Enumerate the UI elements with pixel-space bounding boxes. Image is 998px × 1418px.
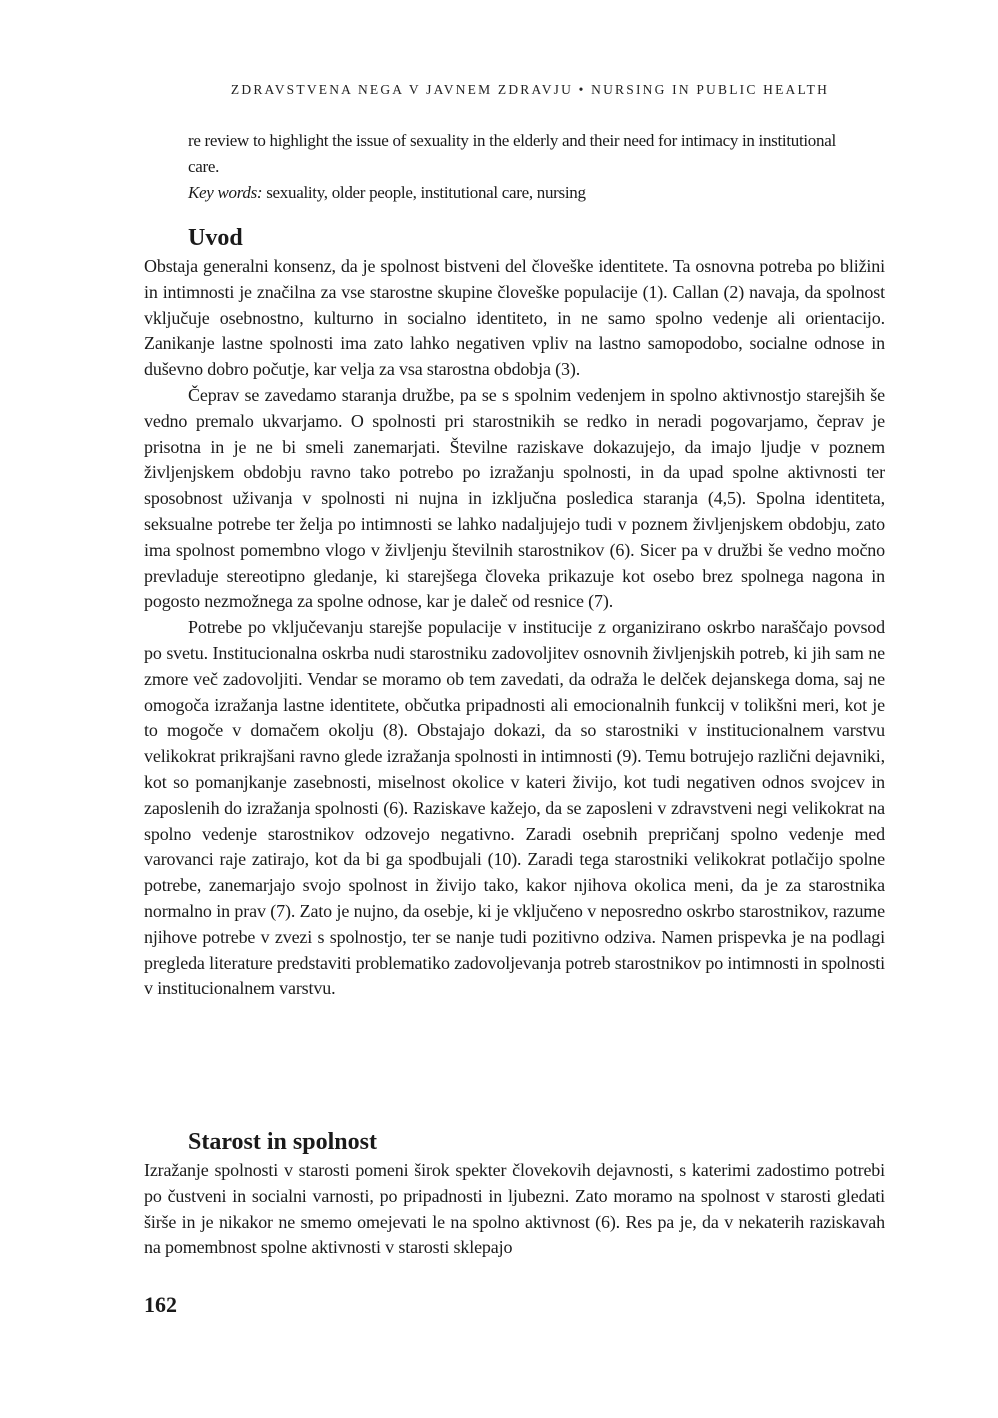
abstract-text: re review to highlight the issue of sexuality in the elderly and their need for intimacy in institutional care.	[188, 131, 836, 176]
keywords-list: sexuality, older people, institutional care, nursing	[262, 183, 586, 202]
running-header: ZDRAVSTVENA NEGA V JAVNEM ZDRAVJU • NURSING IN PUBLIC HEALTH	[230, 82, 830, 97]
abstract-continuation	[188, 128, 848, 206]
paragraph: Čeprav se zavedamo staranja družbe, pa se s spolnim vedenjem in spolno aktivnostjo starejših še vedno premalo ukvarjamo. O spolnosti pri starostnikih se redko in neradi pogovarjamo, čeprav je prisotna in je ne bi smeli zanemarjati. Številne raziskave dokazujejo, da imajo ljudje v poznem življenjskem obdobju ravno tako potrebo po izražanju spolnosti, in da upad spolne aktivnosti ter sposobnost uživanja v spolnosti ni nujna in izključna posledica staranja (4,5). Spolna identiteta, seksualne potrebe ter želja po intimnosti se lahko nadaljujejo tudi v poznem življenjskem obdobju, zato ima spolnost pomembno vlogo v življenju številnih starostnikov (6). Sicer pa v družbi še vedno močno prevladuje stereotipno gledanje, ki starejšega človeka prikazuje kot osebo brez spolnega nagona in pogosto nezmožnega za spolne odnose, kar je daleč od resnice (7).	[144, 384, 885, 612]
section-heading: Uvod	[188, 225, 243, 251]
paragraph: Potrebe po vključevanju starejše populacije v institucije z organizirano oskrbo naraščajo povsod po svetu. Institucionalna oskrba nudi starostniku zadovoljitev osnovnih življenjskih potreb, ki jih sam ne zmore več zadovoljiti. Vendar se moramo ob tem zavedati, da odraža le delček dejanskega doma, saj ne omogoča izražanja lastne identitete, občutka pripadnosti ali emocionalnih funkcij v tolikšni meri, kot je to mogoče v domačem okolju (8). Obstajajo dokazi, da so starostniki v institucionalnem varstvu velikokrat prikrajšani ravno glede izražanja spolnosti in intimnosti (9). Temu botrujejo različni dejavniki, kot so pomanjkanje zasebnosti, miselnost okolice v kateri živijo, kot tudi negativen odnos svojcev in zaposlenih do izražanja spolnosti (6). Raziskave kažejo, da se zaposleni v zdravstveni negi velikokrat na spolno vedenje starostnikov odzovejo negativno. Zaradi osebnih prepričanj spolno vedenje med varovanci raje zatirajo, kot da bi ga spodbujali (10). Zaradi tega starostniki velikokrat potlačijo spolne potrebe, zanemarjajo svojo spolnost in živijo tako, kakor njihova okolica meni, da je za starostnika normalno in prav (7). Zato je nujno, da osebje, ki je vključeno v neposredno oskrbo starostnikov, razume njihove potrebe v zvezi s spolnostjo, ter se nanje tudi pozitivno odziva. Namen prispevka je na podlagi pregleda literature predstaviti problematiko zadovoljevanja potreb starostnikov po intimnosti in spolnosti v institucionalnem varstvu.	[144, 617, 886, 999]
paragraph: Izražanje spolnosti v starosti pomeni širok spekter človekovih dejavnosti, s katerimi zadostimo potrebi po čustveni in socialni varnosti, po pripadnosti in ljubezni. Zato moramo na spolnost v starosti gledati širše in je nikakor ne smemo omejevati le na spolno aktivnost (6). Res pa je, da v nekaterih raziskavah na pomembnost spolne aktivnosti v starosti sklepajo	[144, 1160, 885, 1258]
section-uvod	[144, 222, 885, 1002]
page-number: 162	[144, 1292, 177, 1317]
paragraph: Obstaja generalni konsenz, da je spolnost bistveni del človeške identitete. Ta osnovna potreba po bližini in intimnosti je značilna za vse starostne skupine človeške populacije (1). Callan (2) navaja, da spolnost vključuje osebnostno, kulturno in socialno identiteto, in ne samo spolno vedenje ali orientacijo. Zanikanje lastne spolnosti ima zato lahko negativen vpliv na lastno samopodobo, socialne odnose in duševno dobro počutje, kar velja za vsa starostna obdobja (3).	[144, 256, 885, 380]
section-starost-in-spolnost	[144, 1126, 885, 1261]
keywords-label: Key words:	[188, 183, 263, 202]
section-heading: Starost in spolnost	[188, 1129, 377, 1155]
keywords-line	[188, 180, 848, 206]
